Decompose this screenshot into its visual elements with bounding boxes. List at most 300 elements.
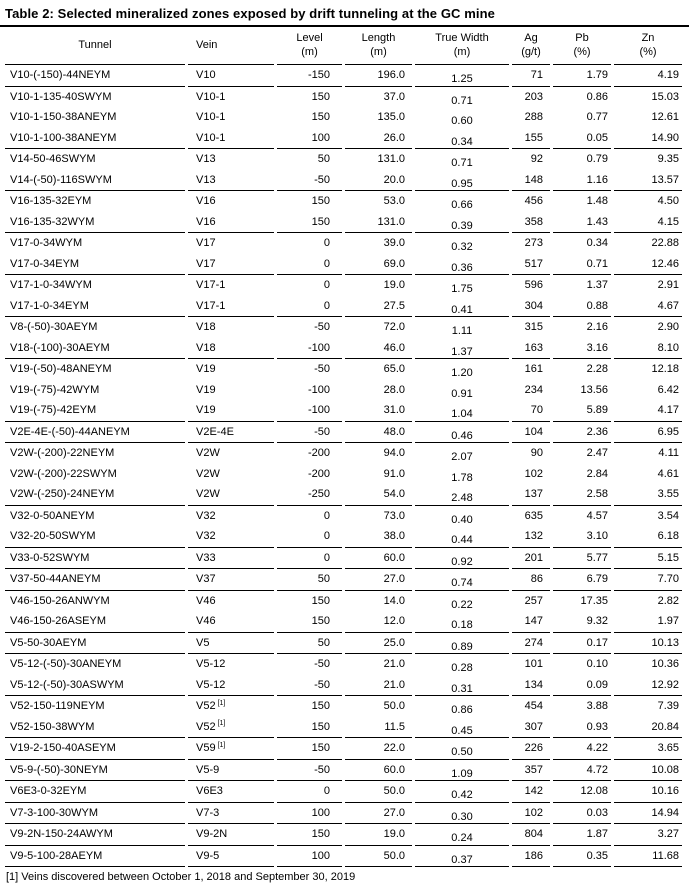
cell-level [277,506,342,527]
table-row [5,846,682,868]
cell-true-width [415,233,509,254]
true-width-value: 0.39 [451,219,473,232]
table-row [5,675,682,697]
true-width-value: 1.04 [451,408,473,421]
vein-value: V2E-4E [196,425,234,438]
ag-value: 201 [524,551,543,564]
cell-pb [553,87,611,108]
cell-pb [553,170,611,192]
cell-length [345,569,412,591]
pb-value: 0.10 [586,658,608,671]
cell-pb [553,803,611,825]
vein-value: V32 [196,530,216,543]
tunnel-value: V32-0-50ANEYM [10,509,95,522]
column-header-level [277,27,342,65]
cell-pb [553,338,611,360]
cell-length [345,380,412,401]
cell-zn [614,317,682,338]
cell-zn [614,128,682,150]
cell-pb [553,633,611,655]
cell-tunnel [5,633,185,655]
cell-zn [614,781,682,803]
cell-length [345,422,412,444]
tunnel-value: V5-50-30AEYM [10,636,87,649]
pb-value: 0.77 [586,111,608,124]
mineralized-zones-table [2,27,685,867]
cell-ag [512,654,550,675]
cell-tunnel [5,443,185,464]
column-header-tunnel [5,27,185,65]
cell-vein [188,569,274,591]
cell-length [345,506,412,527]
true-width-value: 0.92 [451,555,473,568]
cell-vein [188,359,274,380]
cell-zn [614,738,682,760]
level-value: 0 [323,257,330,270]
zn-value: 3.55 [657,488,679,501]
zn-value: 7.70 [657,573,679,586]
ag-value: 203 [524,90,543,103]
cell-length [345,781,412,803]
cell-true-width [415,803,509,825]
vein-value: V18 [196,341,216,354]
cell-level [277,422,342,444]
cell-true-width [415,380,509,401]
table-row [5,781,682,803]
cell-ag [512,506,550,527]
level-value: -50 [314,658,330,671]
column-header-ag [512,27,550,65]
true-width-value: 0.66 [451,199,473,212]
table-row [5,296,682,318]
cell-vein [188,846,274,868]
table-row [5,738,682,760]
zn-value: 22.88 [651,237,679,250]
cell-ag [512,548,550,570]
cell-length [345,296,412,318]
pb-value: 3.16 [586,341,608,354]
pb-value: 2.47 [586,447,608,460]
zn-value: 6.95 [657,425,679,438]
true-width-value: 1.11 [451,325,473,338]
level-value: 50 [317,636,330,649]
pb-value: 4.57 [586,509,608,522]
cell-pb [553,611,611,633]
level-value: -50 [314,321,330,334]
cell-level [277,317,342,338]
column-label: Tunnel [78,39,112,51]
zn-value: 3.54 [657,509,679,522]
zn-value: 11.68 [652,849,679,862]
cell-ag [512,338,550,360]
cell-ag [512,212,550,234]
vein-value: V5-9 [196,763,220,776]
vein-value: V18 [196,321,216,334]
cell-pb [553,149,611,170]
zn-value: 9.35 [657,153,679,166]
ag-value: 358 [524,215,543,228]
cell-level [277,254,342,276]
table-row [5,338,682,360]
length-value: 22.0 [383,742,405,755]
true-width-value: 0.46 [451,429,473,442]
tunnel-value: V19-(-75)-42WYM [10,383,100,396]
ag-value: 70 [530,404,543,417]
cell-pb [553,738,611,760]
table-row [5,87,682,108]
length-value: 31.0 [383,404,405,417]
column-label: True Width [435,32,489,44]
table-row [5,569,682,591]
level-value: 150 [311,594,330,607]
cell-level [277,128,342,150]
length-value: 12.0 [383,615,405,628]
level-value: 100 [311,806,330,819]
cell-vein [188,760,274,782]
cell-zn [614,824,682,846]
tunnel-value: V16-135-32WYM [10,215,95,228]
true-width-value: 0.18 [451,619,473,632]
true-width-value: 0.95 [451,177,473,190]
ag-value: 148 [524,173,543,186]
cell-zn [614,87,682,108]
true-width-value: 0.91 [451,387,473,400]
table-row [5,128,682,150]
cell-level [277,526,342,548]
cell-true-width [415,824,509,846]
level-value: -250 [307,488,330,501]
cell-level [277,484,342,506]
cell-zn [614,675,682,697]
cell-pb [553,275,611,296]
cell-length [345,87,412,108]
pb-value: 0.05 [586,131,608,144]
cell-true-width [415,506,509,527]
cell-length [345,484,412,506]
cell-tunnel [5,738,185,760]
length-value: 39.0 [383,237,405,250]
length-value: 50.0 [383,849,405,862]
true-width-value: 0.31 [451,682,473,695]
cell-vein [188,781,274,803]
column-unit: (%) [573,46,591,58]
cell-true-width [415,591,509,612]
pb-value: 1.48 [586,195,608,208]
ag-value: 274 [524,636,543,649]
cell-tunnel [5,338,185,360]
cell-pb [553,191,611,212]
cell-tunnel [5,569,185,591]
table-row [5,422,682,444]
cell-pb [553,128,611,150]
tunnel-value: V10-1-100-38ANEYM [10,131,117,144]
level-value: 0 [323,785,330,798]
true-width-value: 0.50 [451,746,473,759]
level-value: 100 [311,131,330,144]
zn-value: 10.13 [651,636,679,649]
cell-zn [614,170,682,192]
level-value: -50 [314,425,330,438]
cell-true-width [415,443,509,464]
column-label: Zn [641,32,655,44]
cell-zn [614,400,682,422]
cell-level [277,675,342,697]
level-value: 150 [311,615,330,628]
cell-length [345,233,412,254]
level-value: 0 [323,237,330,250]
true-width-value: 1.25 [451,73,473,86]
tunnel-value: V18-(-100)-30AEYM [10,341,110,354]
zn-value: 10.08 [651,763,679,776]
level-value: 0 [323,509,330,522]
tunnel-value: V46-150-26ASEYM [10,615,106,628]
cell-pb [553,717,611,739]
table-row [5,191,682,212]
tunnel-value: V2W-(-200)-22NEYM [10,447,115,460]
tunnel-value: V8-(-50)-30AEYM [10,321,98,334]
cell-level [277,696,342,717]
zn-value: 3.65 [657,742,679,755]
ag-value: 307 [524,720,543,733]
cell-level [277,548,342,570]
cell-ag [512,738,550,760]
cell-zn [614,696,682,717]
table-row [5,591,682,612]
vein-footnote-marker: [1] [217,699,226,707]
zn-value: 8.10 [657,341,679,354]
length-value: 27.5 [383,299,405,312]
cell-true-width [415,548,509,570]
cell-vein [188,212,274,234]
cell-true-width [415,696,509,717]
cell-level [277,359,342,380]
pb-value: 4.22 [586,742,608,755]
vein-value: V17 [196,237,216,250]
length-value: 73.0 [383,509,405,522]
cell-tunnel [5,506,185,527]
cell-tunnel [5,696,185,717]
zn-value: 12.61 [651,111,679,124]
vein-value: V46 [196,615,216,628]
table-row [5,484,682,506]
cell-length [345,675,412,697]
cell-vein [188,191,274,212]
cell-level [277,191,342,212]
vein-value: V13 [196,153,216,166]
length-value: 28.0 [383,383,405,396]
cell-tunnel [5,781,185,803]
cell-pb [553,107,611,128]
tunnel-value: V17-1-0-34EYM [10,299,89,312]
pb-value: 2.28 [586,363,608,376]
cell-ag [512,484,550,506]
cell-length [345,633,412,655]
cell-vein [188,824,274,846]
table-row [5,611,682,633]
vein-value: V7-3 [196,806,220,819]
cell-length [345,738,412,760]
ag-value: 257 [524,594,543,607]
cell-ag [512,696,550,717]
zn-value: 4.67 [657,299,679,312]
cell-true-width [415,611,509,633]
ag-value: 137 [524,488,543,501]
cell-true-width [415,400,509,422]
tunnel-value: V17-1-0-34WYM [10,279,92,292]
cell-tunnel [5,824,185,846]
vein-value: V16 [196,215,216,228]
cell-length [345,400,412,422]
tunnel-value: V10-1-135-40SWYM [10,90,112,103]
cell-true-width [415,254,509,276]
cell-pb [553,422,611,444]
cell-length [345,717,412,739]
cell-true-width [415,760,509,782]
table-row [5,824,682,846]
cell-true-width [415,317,509,338]
table-row [5,654,682,675]
header-row [5,27,682,65]
cell-length [345,654,412,675]
cell-length [345,591,412,612]
cell-level [277,803,342,825]
vein-value: V37 [196,573,216,586]
cell-pb [553,65,611,87]
cell-level [277,738,342,760]
cell-length [345,611,412,633]
ag-value: 186 [524,849,543,862]
cell-vein [188,464,274,485]
true-width-value: 0.24 [451,832,473,845]
table-row [5,696,682,717]
cell-true-width [415,422,509,444]
cell-vein [188,400,274,422]
cell-length [345,443,412,464]
cell-ag [512,359,550,380]
level-value: -200 [307,467,330,480]
cell-length [345,107,412,128]
true-width-value: 0.34 [451,135,473,148]
cell-ag [512,107,550,128]
cell-vein [188,65,274,87]
true-width-value: 1.09 [451,767,473,780]
cell-pb [553,675,611,697]
cell-true-width [415,170,509,192]
cell-tunnel [5,65,185,87]
cell-tunnel [5,170,185,192]
tunnel-value: V5-12-(-50)-30ASWYM [10,678,124,691]
cell-ag [512,824,550,846]
vein-value: V13 [196,173,216,186]
length-value: 26.0 [383,131,405,144]
cell-vein [188,611,274,633]
zn-value: 6.42 [657,383,679,396]
pb-value: 4.72 [586,763,608,776]
cell-vein [188,633,274,655]
level-value: -50 [314,363,330,376]
level-value: 100 [311,849,330,862]
level-value: 0 [323,299,330,312]
tunnel-value: V19-(-50)-48ANEYM [10,363,112,376]
cell-level [277,654,342,675]
vein-value: V52 [196,720,216,733]
level-value: 150 [311,195,330,208]
vein-value: V59 [196,742,216,755]
cell-tunnel [5,760,185,782]
table-header [5,27,682,65]
pb-value: 5.89 [586,404,608,417]
pb-value: 2.16 [586,321,608,334]
tunnel-value: V7-3-100-30WYM [10,806,99,819]
cell-level [277,443,342,464]
pb-value: 9.32 [586,615,608,628]
cell-zn [614,506,682,527]
zn-value: 10.16 [651,785,679,798]
cell-zn [614,611,682,633]
vein-value: V9-5 [196,849,220,862]
true-width-value: 0.41 [451,303,473,316]
ag-value: 134 [524,678,543,691]
level-value: -100 [307,404,330,417]
cell-level [277,400,342,422]
pb-value: 0.35 [586,849,608,862]
vein-value: V19 [196,404,216,417]
vein-value: V2W [196,467,220,480]
table-row [5,443,682,464]
pb-value: 3.10 [586,530,608,543]
length-value: 19.0 [383,828,405,841]
column-label: Length [361,32,396,44]
cell-pb [553,824,611,846]
vein-value: V52 [196,700,216,713]
cell-level [277,569,342,591]
cell-pb [553,569,611,591]
cell-tunnel [5,526,185,548]
cell-ag [512,149,550,170]
zn-value: 7.39 [657,700,679,713]
table-row [5,526,682,548]
length-value: 46.0 [383,341,405,354]
pb-value: 1.79 [586,69,608,82]
cell-tunnel [5,275,185,296]
cell-level [277,107,342,128]
pb-value: 0.93 [586,720,608,733]
ag-value: 804 [524,828,543,841]
cell-level [277,87,342,108]
true-width-value: 1.78 [451,471,473,484]
cell-level [277,212,342,234]
cell-vein [188,803,274,825]
tunnel-value: V19-(-75)-42EYM [10,404,97,417]
table-row [5,107,682,128]
vein-value: V33 [196,551,216,564]
cell-zn [614,380,682,401]
cell-true-width [415,191,509,212]
cell-level [277,591,342,612]
cell-vein [188,422,274,444]
true-width-value: 0.32 [451,241,473,254]
length-value: 196.0 [377,69,405,82]
zn-value: 4.61 [657,467,679,480]
true-width-value: 0.86 [451,704,473,717]
zn-value: 4.19 [657,69,679,82]
cell-length [345,65,412,87]
cell-tunnel [5,846,185,868]
ag-value: 163 [524,341,543,354]
ag-value: 102 [524,467,543,480]
cell-tunnel [5,422,185,444]
vein-value: V17 [196,257,216,270]
